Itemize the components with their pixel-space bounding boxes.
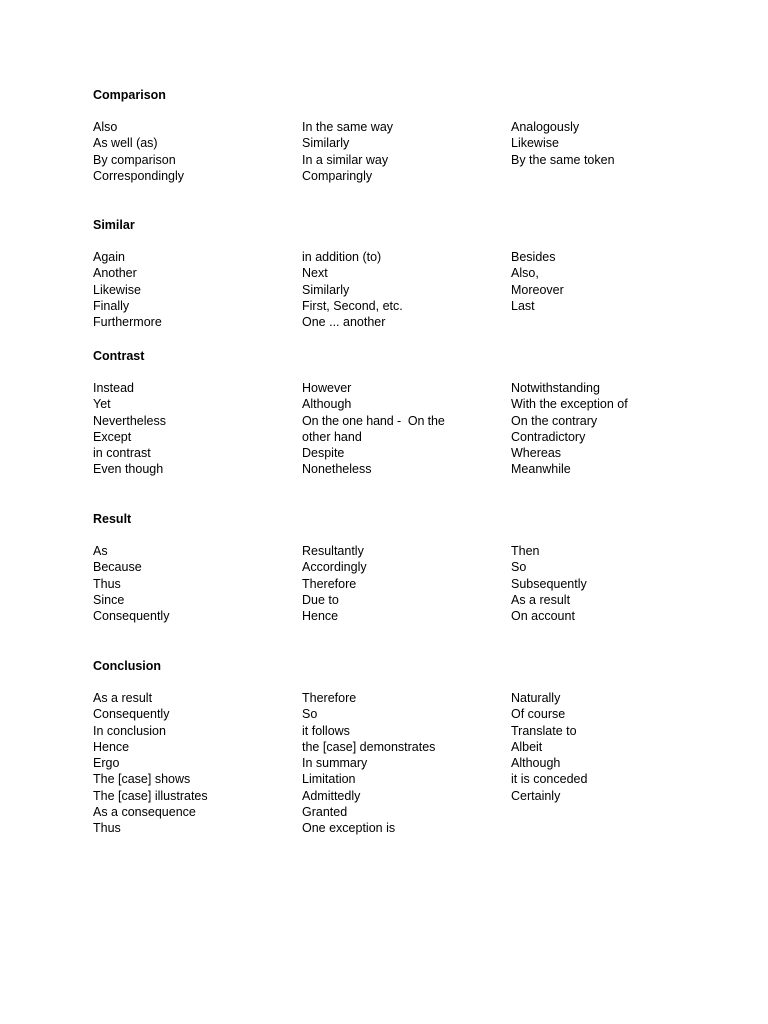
- list-item: Due to: [302, 592, 339, 607]
- column-1: [93, 543, 302, 624]
- list-item: Also,: [511, 266, 539, 281]
- list-item: Albeit: [511, 739, 543, 754]
- word-columns: [93, 380, 711, 478]
- list-item: Ergo: [93, 756, 120, 771]
- list-item: Hence: [93, 739, 130, 754]
- list-item: Therefore: [302, 576, 357, 591]
- list-item: Whereas: [511, 446, 562, 461]
- list-item: On account: [511, 609, 575, 624]
- list-item: Of course: [511, 707, 566, 722]
- list-item: Moreover: [511, 282, 564, 297]
- list-item: Finally: [93, 298, 130, 313]
- list-item: The [case] shows: [93, 772, 191, 787]
- list-item: Naturally: [511, 691, 561, 705]
- list-item: Except: [93, 429, 132, 444]
- list-item: In a similar way: [302, 152, 389, 167]
- list-item: Since: [93, 592, 125, 607]
- column-2: [302, 119, 511, 184]
- word-columns: [93, 543, 711, 624]
- section-heading: Similar: [93, 218, 135, 232]
- list-item: Nevertheless: [93, 413, 166, 428]
- list-item: So: [511, 560, 527, 575]
- list-item: Last: [511, 298, 535, 313]
- column-1: [93, 249, 302, 330]
- list-item: Likewise: [511, 136, 559, 151]
- list-item: Certainly: [511, 788, 561, 803]
- list-item: As a result: [93, 691, 153, 705]
- list-item: Even though: [93, 462, 164, 477]
- list-item: Contradictory: [511, 429, 586, 444]
- list-item: Similarly: [302, 282, 350, 297]
- list-item: Next: [302, 266, 328, 281]
- list-item: On the contrary: [511, 413, 598, 428]
- word-columns: [93, 690, 711, 837]
- list-item: Furthermore: [93, 315, 162, 330]
- list-item: Despite: [302, 446, 345, 461]
- column-2: [302, 543, 511, 624]
- column-3: [511, 119, 711, 184]
- section-conclusion: [93, 658, 711, 837]
- list-item: In conclusion: [93, 723, 166, 738]
- list-item: Although: [302, 397, 352, 412]
- list-item: One exception is: [302, 821, 396, 836]
- section-comparison: [93, 87, 711, 184]
- list-item: Limitation: [302, 772, 356, 787]
- list-item: Instead: [93, 381, 135, 395]
- list-item: Comparingly: [302, 168, 373, 183]
- section-heading: Comparison: [93, 88, 166, 102]
- column-1: [93, 690, 302, 837]
- section-heading: Conclusion: [93, 659, 162, 673]
- list-item: First, Second, etc.: [302, 298, 403, 313]
- list-item: However: [302, 381, 352, 395]
- list-item: it follows: [302, 723, 350, 738]
- list-item: In the same way: [302, 120, 394, 134]
- section-heading: Result: [93, 512, 132, 526]
- list-item: Granted: [302, 805, 348, 820]
- list-item: As: [93, 544, 108, 558]
- list-item: With the exception of: [511, 397, 628, 412]
- list-item: Consequently: [93, 707, 170, 722]
- list-item: Because: [93, 560, 142, 575]
- column-2: [302, 690, 511, 837]
- column-1: [93, 119, 302, 184]
- list-item: As well (as): [93, 136, 158, 151]
- list-item: Notwithstanding: [511, 381, 600, 395]
- list-item: Thus: [93, 821, 121, 836]
- list-item: Resultantly: [302, 544, 364, 558]
- list-item: As a consequence: [93, 805, 196, 820]
- column-3: [511, 690, 711, 837]
- list-item: Nonetheless: [302, 462, 372, 477]
- list-item: Also: [93, 120, 118, 134]
- list-item: Besides: [511, 250, 556, 264]
- list-item: Meanwhile: [511, 462, 571, 477]
- section-heading: Contrast: [93, 349, 145, 363]
- list-item: Another: [93, 266, 137, 281]
- list-item: The [case] illustrates: [93, 788, 208, 803]
- list-item: Accordingly: [302, 560, 367, 575]
- list-item: Similarly: [302, 136, 350, 151]
- word-columns: [93, 249, 711, 330]
- list-item: Analogously: [511, 120, 580, 134]
- list-item: Subsequently: [511, 576, 587, 591]
- list-item: Again: [93, 250, 125, 264]
- list-item: One ... another: [302, 315, 386, 330]
- column-3: [511, 249, 711, 330]
- list-item: Although: [511, 756, 561, 771]
- list-item: Hence: [302, 609, 339, 624]
- list-item: On the one hand - On the: [302, 413, 445, 428]
- column-2: [302, 380, 511, 478]
- section-result: [93, 511, 711, 624]
- list-item: Correspondingly: [93, 168, 185, 183]
- section-contrast: [93, 348, 711, 478]
- list-item: Admittedly: [302, 788, 361, 803]
- column-3: [511, 380, 711, 478]
- list-item: Thus: [93, 576, 121, 591]
- list-item: By comparison: [93, 152, 176, 167]
- list-item: Yet: [93, 397, 111, 412]
- list-item: the [case] demonstrates: [302, 739, 436, 754]
- column-2: [302, 249, 511, 330]
- list-item: By the same token: [511, 152, 615, 167]
- list-item: As a result: [511, 592, 571, 607]
- word-columns: [93, 119, 711, 184]
- list-item: Therefore: [302, 691, 357, 705]
- list-item: Consequently: [93, 609, 170, 624]
- list-item: other hand: [302, 429, 362, 444]
- list-item: So: [302, 707, 318, 722]
- list-item: in contrast: [93, 446, 151, 461]
- column-1: [93, 380, 302, 478]
- column-3: [511, 543, 711, 624]
- list-item: Translate to: [511, 723, 577, 738]
- section-similar: [93, 217, 711, 330]
- list-item: in addition (to): [302, 250, 382, 264]
- list-item: In summary: [302, 756, 368, 771]
- list-item: Then: [511, 544, 540, 558]
- list-item: Likewise: [93, 282, 141, 297]
- list-item: it is conceded: [511, 772, 588, 787]
